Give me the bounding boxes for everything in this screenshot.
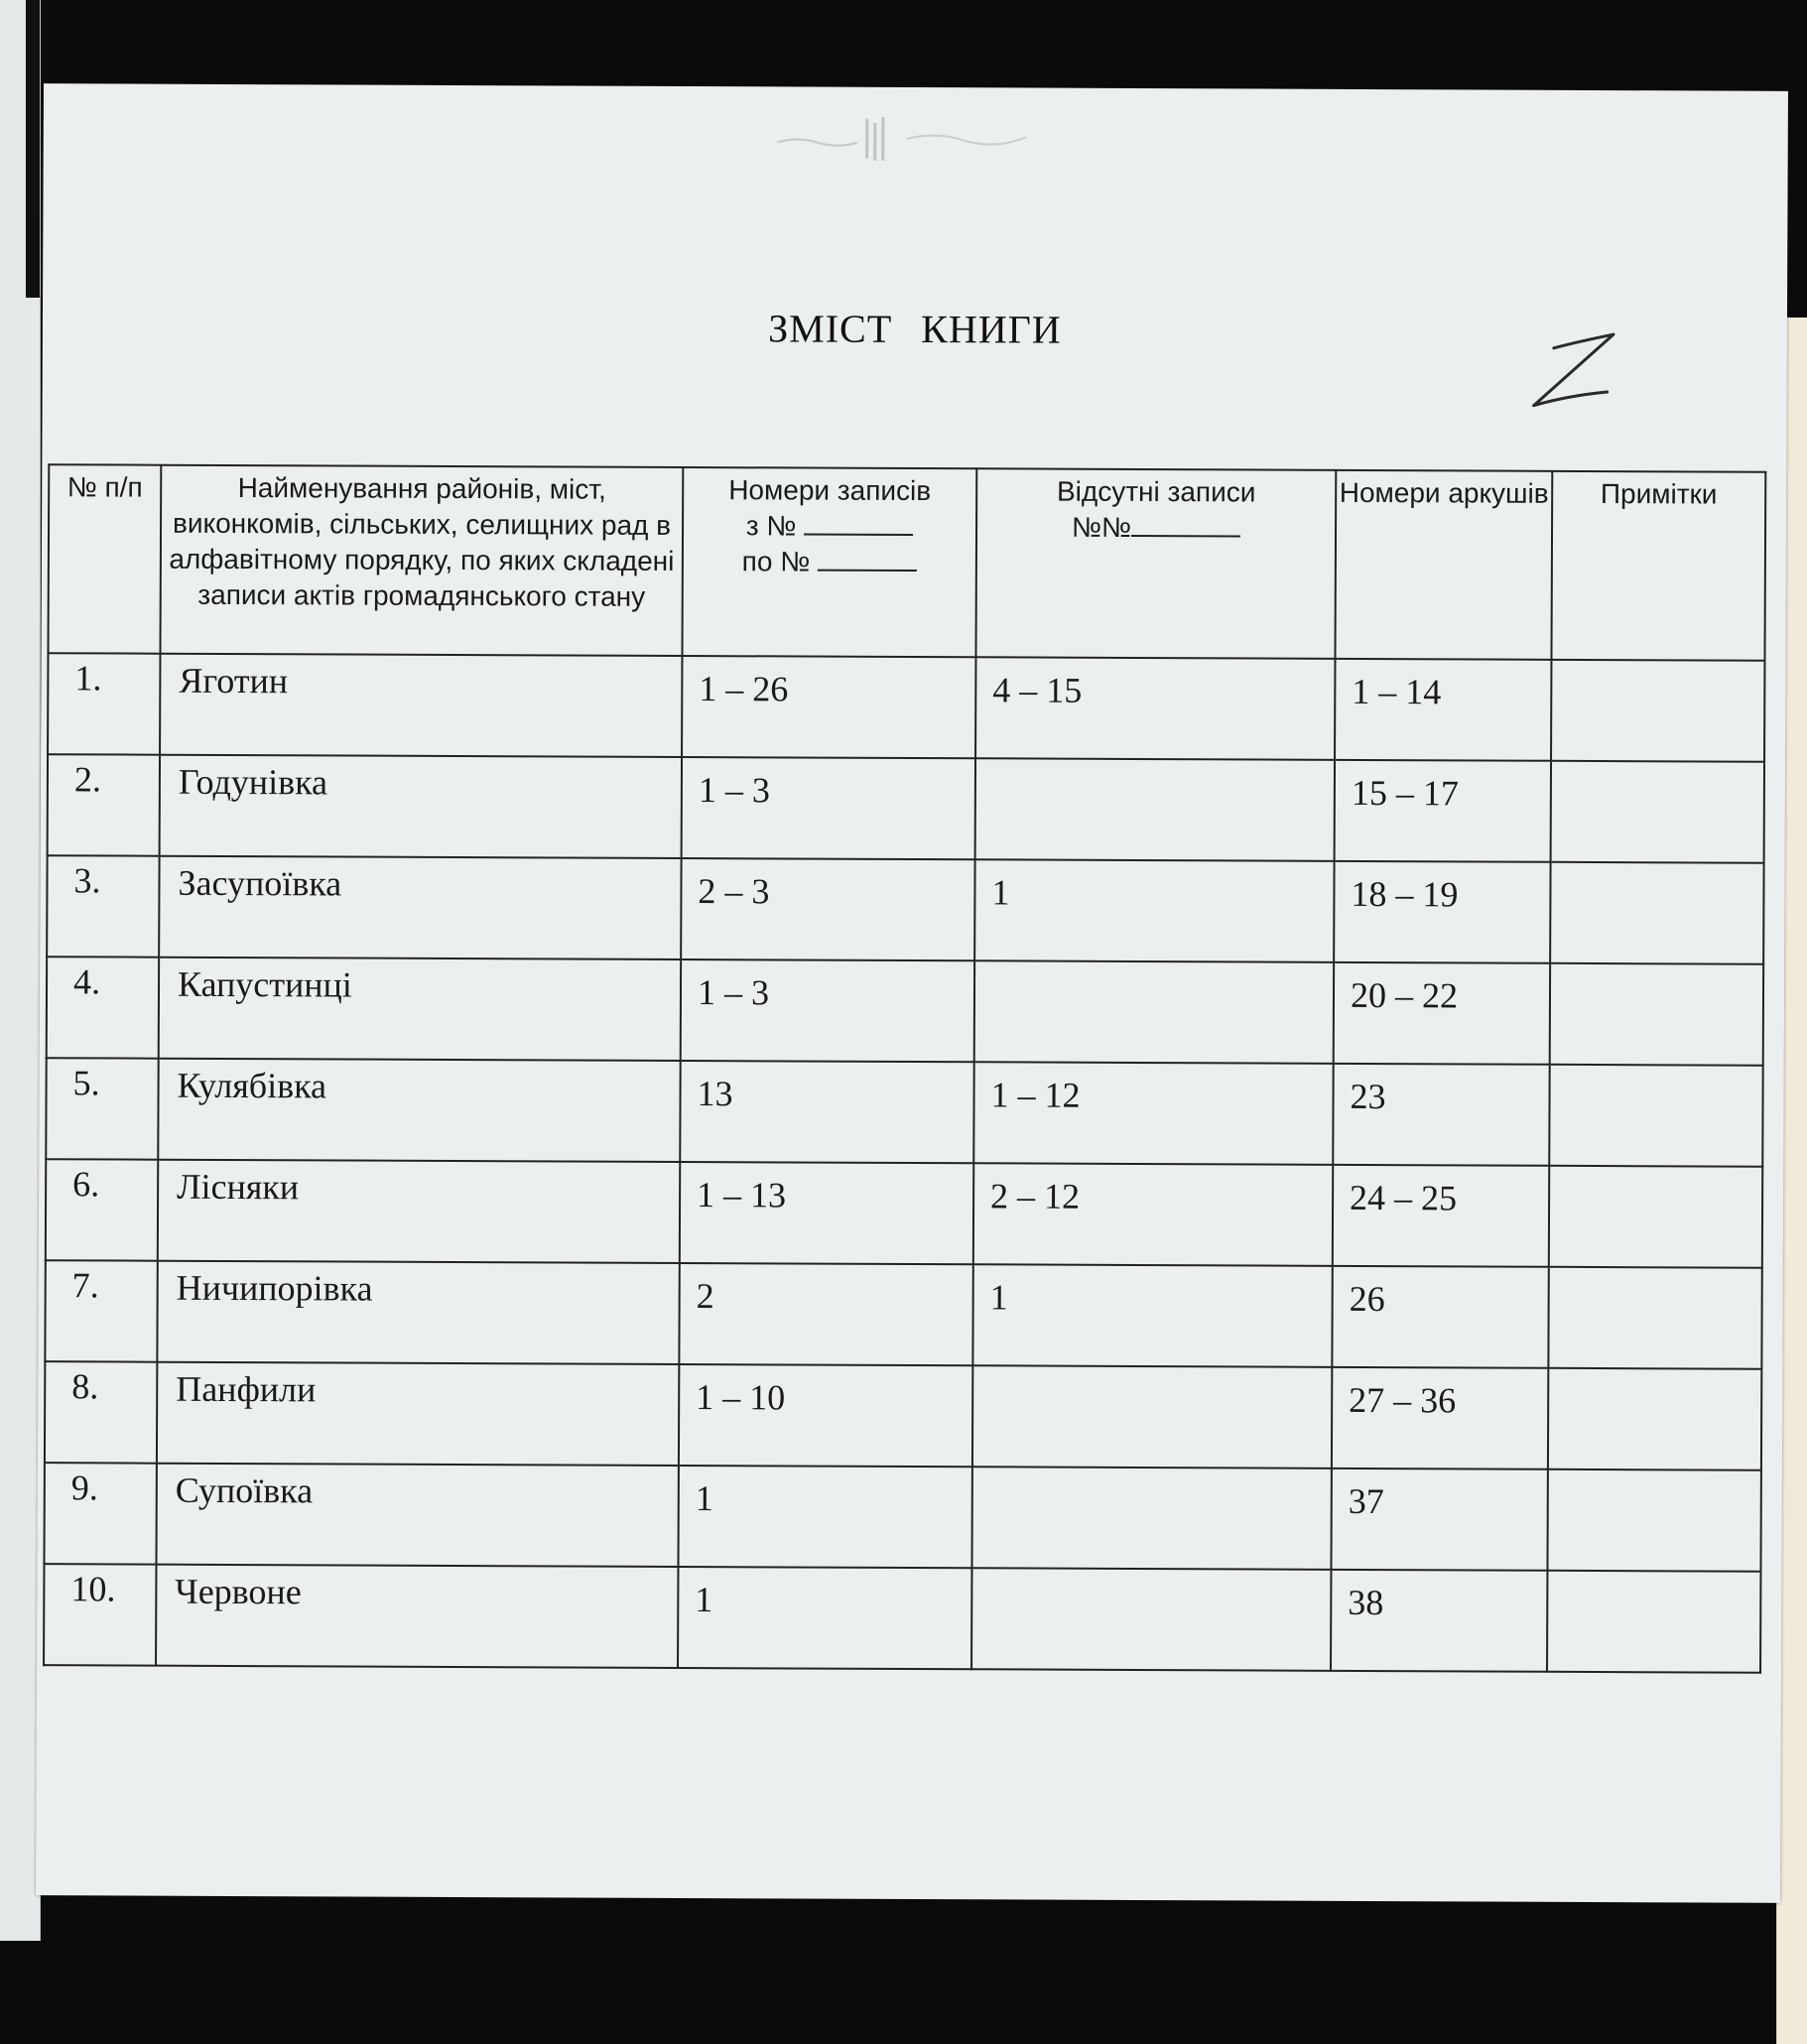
document-page	[36, 83, 1788, 1903]
row-name: Засупоївка	[159, 856, 681, 959]
row-sheets: 23	[1333, 1064, 1549, 1166]
row-name: Капустинці	[159, 958, 681, 1061]
header-records	[682, 467, 976, 657]
row-number: 6.	[46, 1159, 158, 1260]
header-missing-title: Відсутні записи	[1056, 475, 1256, 508]
row-name: Ничипорівка	[157, 1261, 679, 1364]
binding-shadow	[26, 0, 40, 298]
row-missing: 1	[972, 1264, 1332, 1367]
row-name: Червоне	[156, 1565, 678, 1668]
header-sheets: Номери аркушів	[1335, 470, 1552, 660]
row-missing: 4 – 15	[975, 657, 1335, 760]
header-name: Найменування районів, міст, виконкомів, сільських, селищних рад в алфавітному порядку, по яких складені записи актів громадянського стану	[160, 465, 683, 656]
table-row	[45, 1260, 1761, 1369]
row-records: 1 – 26	[682, 656, 975, 758]
row-name: Супоївка	[156, 1464, 678, 1567]
row-sheets: 27 – 36	[1332, 1367, 1548, 1469]
row-notes	[1549, 1166, 1762, 1268]
row-records: 1 – 3	[682, 757, 975, 859]
header-notes: Примітки	[1551, 471, 1765, 661]
row-number: 2.	[48, 754, 160, 855]
row-notes	[1549, 1065, 1762, 1167]
row-notes	[1547, 1571, 1760, 1673]
records-from-blank	[804, 510, 913, 536]
missing-blank	[1131, 511, 1240, 537]
row-records: 1 – 10	[679, 1364, 972, 1467]
row-records: 1 – 13	[680, 1162, 973, 1264]
header-records-to	[684, 544, 975, 580]
row-missing	[972, 1365, 1332, 1469]
row-records: 2 – 3	[681, 858, 974, 960]
records-from-label: з №	[745, 510, 797, 542]
header-records-title: Номери записів	[728, 474, 932, 507]
header-records-from	[684, 508, 975, 545]
row-sheets: 38	[1331, 1570, 1547, 1672]
missing-prefix-label: №№	[1071, 511, 1132, 543]
header-num: № п/п	[48, 464, 161, 653]
row-sheets: 37	[1331, 1469, 1547, 1571]
row-notes	[1548, 1267, 1761, 1369]
row-number: 9.	[44, 1463, 156, 1564]
contents-table	[43, 463, 1766, 1674]
header-row	[48, 464, 1765, 661]
table-row	[48, 653, 1764, 762]
row-number: 7.	[45, 1260, 157, 1361]
row-records: 13	[680, 1061, 973, 1163]
row-notes	[1547, 1469, 1760, 1572]
row-sheets: 20 – 22	[1334, 962, 1550, 1065]
row-missing: 1	[974, 859, 1334, 962]
row-sheets: 1 – 14	[1335, 659, 1551, 761]
row-number: 3.	[47, 855, 159, 957]
row-number: 4.	[47, 957, 159, 1058]
row-missing: 2 – 12	[973, 1163, 1333, 1266]
row-records: 1 – 3	[681, 959, 974, 1062]
handwritten-mark	[1516, 320, 1625, 420]
table-row	[47, 855, 1763, 964]
records-to-blank	[818, 546, 917, 572]
row-name: Яготин	[160, 654, 682, 757]
row-sheets: 15 – 17	[1335, 760, 1551, 862]
row-notes	[1550, 963, 1763, 1066]
document-title: ЗМІСТ КНИГИ	[768, 306, 1062, 352]
records-to-label: по №	[741, 546, 811, 577]
row-sheets: 18 – 19	[1334, 861, 1550, 963]
row-number: 5.	[46, 1058, 158, 1159]
row-name: Лісняки	[158, 1160, 680, 1263]
table-row	[47, 957, 1763, 1066]
row-sheets: 24 – 25	[1333, 1165, 1549, 1267]
header-missing-prefix	[977, 509, 1335, 547]
row-missing	[975, 758, 1335, 861]
row-notes	[1551, 761, 1764, 863]
table-row	[46, 1058, 1762, 1167]
row-number: 10.	[44, 1564, 156, 1665]
row-records: 1	[678, 1567, 971, 1669]
row-missing	[974, 960, 1334, 1064]
row-records: 1	[678, 1466, 971, 1568]
row-notes	[1550, 862, 1763, 964]
row-number: 1.	[48, 653, 160, 754]
row-name: Панфили	[157, 1362, 679, 1466]
table-row	[48, 754, 1764, 863]
row-sheets: 26	[1332, 1266, 1548, 1368]
row-missing	[971, 1568, 1331, 1671]
table-row	[46, 1159, 1762, 1268]
row-number: 8.	[45, 1361, 157, 1463]
row-missing	[971, 1467, 1331, 1570]
row-notes	[1548, 1368, 1761, 1470]
row-name: Кулябівка	[158, 1059, 680, 1162]
row-missing: 1 – 12	[973, 1062, 1333, 1165]
row-name: Годунівка	[160, 755, 682, 858]
bleed-through-stamp	[758, 108, 1036, 169]
row-notes	[1551, 660, 1764, 762]
row-records: 2	[679, 1263, 972, 1365]
table-row	[45, 1361, 1761, 1470]
table-row	[44, 1463, 1760, 1572]
header-missing	[975, 468, 1336, 659]
table-row	[44, 1564, 1760, 1673]
